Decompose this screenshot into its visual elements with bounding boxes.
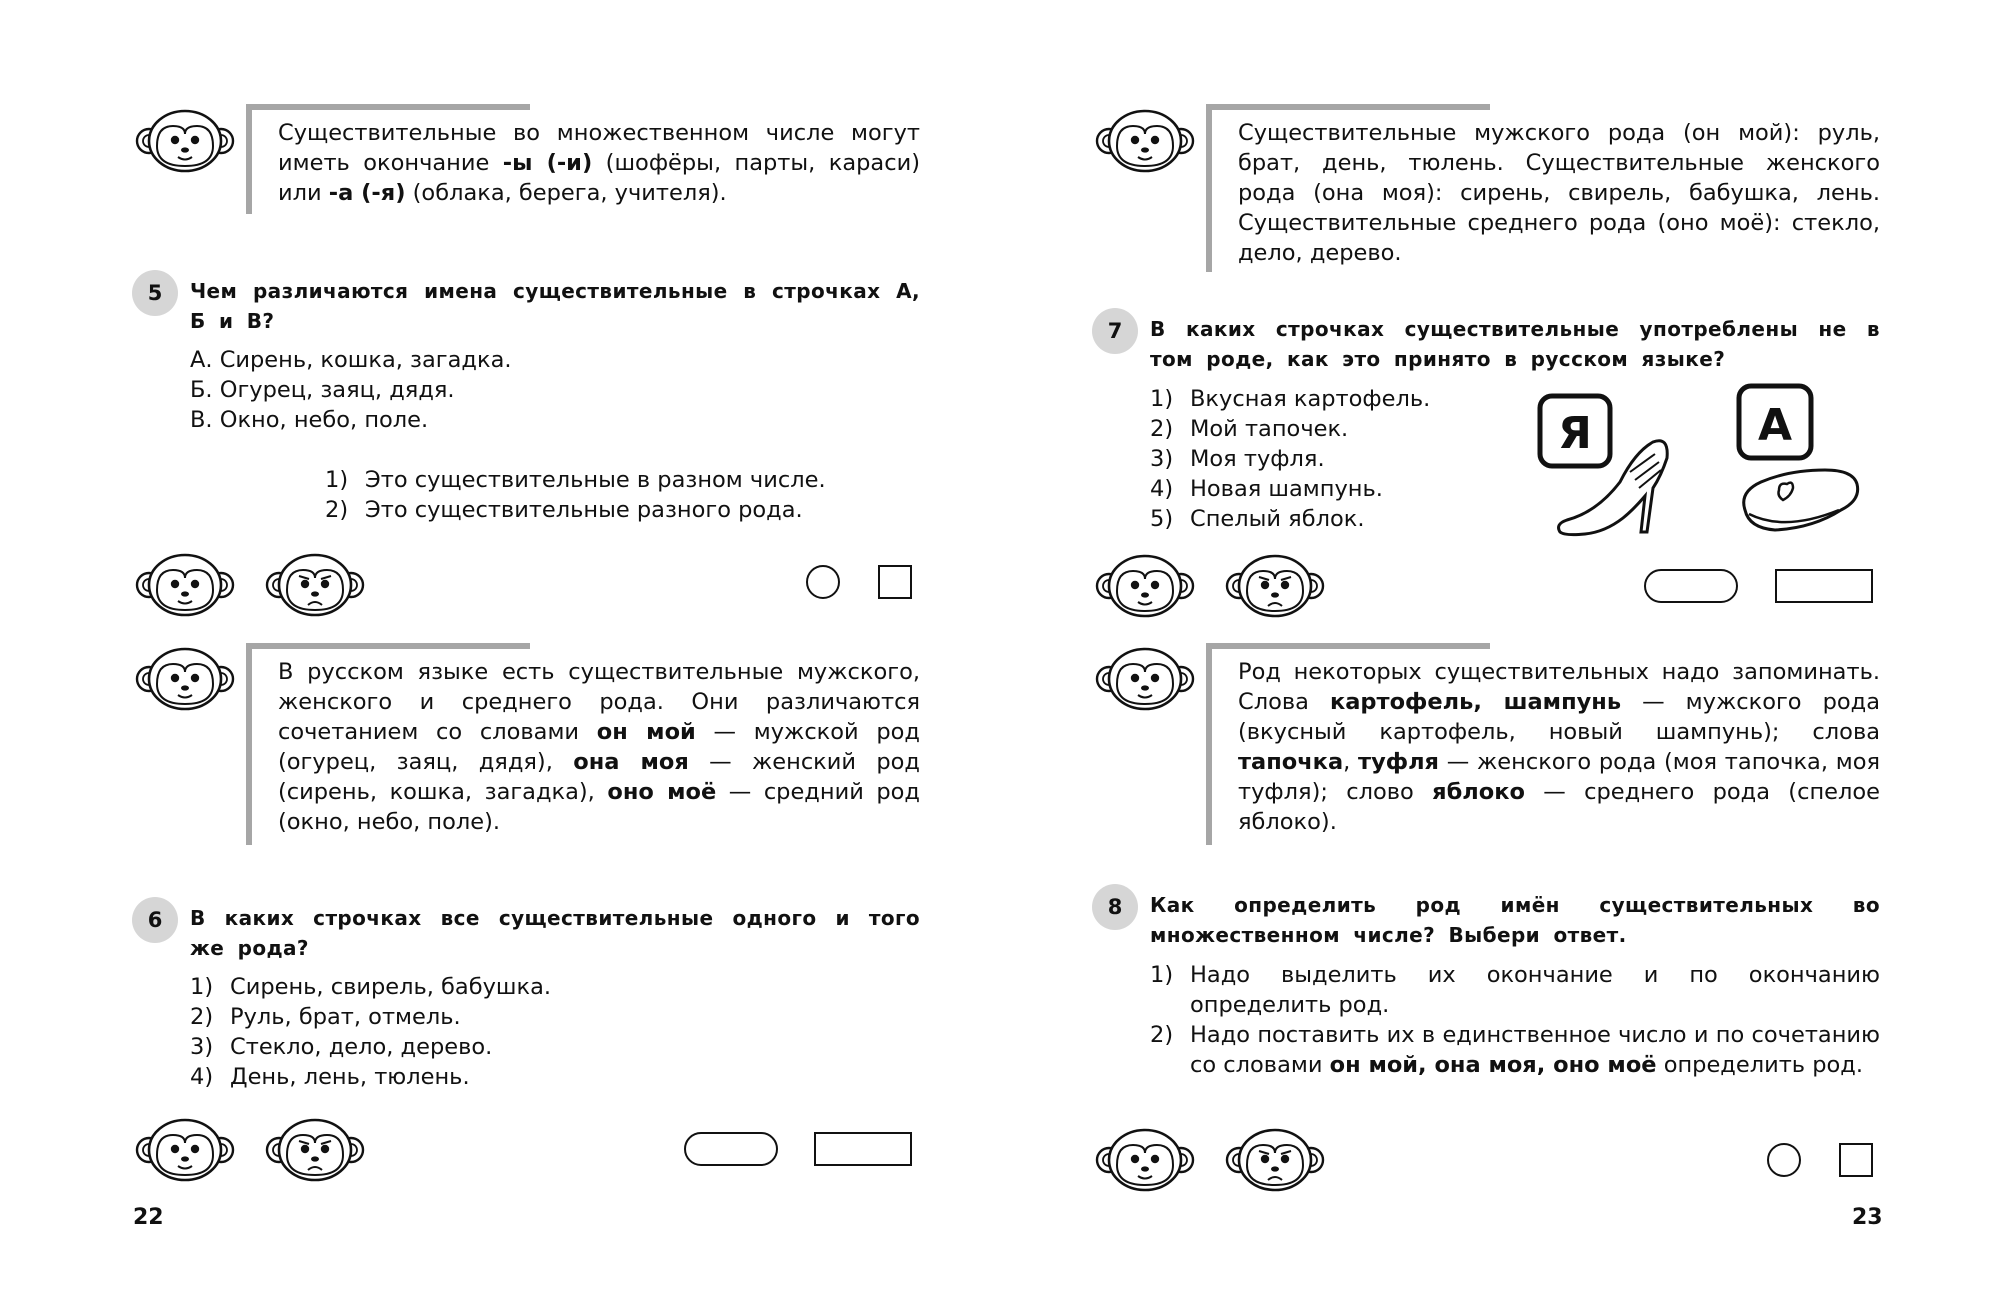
answer-rectangle[interactable] [1775, 569, 1873, 603]
slipper-illustration [1735, 382, 1865, 537]
answer-option[interactable]: 3) Стекло, дело, дерево. [190, 1034, 493, 1060]
happy-monkey-icon [135, 646, 235, 712]
task-5-line-c: В. Окно, небо, поле. [190, 407, 429, 433]
task-8-question: Как определить род имён существительных во множественном числе? Выбери ответ. [1150, 893, 1880, 947]
task-5-line-b: Б. Огурец, заяц, дядя. [190, 377, 455, 403]
happy-monkey-icon[interactable] [135, 552, 235, 618]
task-7-options [1150, 384, 1510, 534]
task-number-badge: 8 [1092, 884, 1138, 930]
answer-circle[interactable] [1767, 1143, 1801, 1177]
answer-option[interactable]: 1) Это существительные в разном числе. [325, 467, 826, 493]
task-8-options [1150, 960, 1880, 1080]
answer-option[interactable]: 4) День, лень, тюлень. [190, 1064, 470, 1090]
happy-monkey-icon [1095, 108, 1195, 174]
letter-a-icon: А [1757, 400, 1793, 451]
answer-option[interactable]: 1) Сирень, свирель, бабушка. [190, 974, 552, 1000]
rule-text-plural-endings: Существительные во множественном числе могут иметь окончание -ы (-и) (шофёры, парты, караси) или -а (-я) (облака, берега, учителя). [278, 120, 920, 206]
sad-monkey-icon[interactable] [1225, 1127, 1325, 1193]
sad-monkey-icon[interactable] [1225, 553, 1325, 619]
task-number-badge: 7 [1092, 308, 1138, 354]
rule-text-memorize-gender: Род некоторых существительных надо запоминать. Слова картофель, шампунь — мужского рода (вкусный картофель, новый шампунь); слова тапочка, туфля — женского рода (моя тапочка, моя туфля); слово яблоко — среднего рода (спелое яблоко). [1238, 659, 1881, 835]
happy-monkey-icon [1095, 646, 1195, 712]
sad-monkey-icon[interactable] [265, 552, 365, 618]
answer-option[interactable]: 2) Руль, брат, отмель. [190, 1004, 461, 1030]
answer-oval[interactable] [1644, 569, 1738, 603]
page-number: 23 [1852, 1205, 1883, 1230]
answer-option[interactable]: 4) Новая шампунь. [1150, 476, 1383, 502]
answer-square[interactable] [878, 565, 912, 599]
happy-monkey-icon[interactable] [1095, 1127, 1195, 1193]
task-6-question: В каких строчках все существительные одного и того же рода? [190, 906, 920, 960]
answer-option[interactable]: 1) Вкусная картофель. [1150, 386, 1431, 412]
task-6-options [190, 972, 790, 1092]
letter-ya-icon: Я [1558, 408, 1592, 459]
happy-monkey-icon [135, 108, 235, 174]
page-number: 22 [133, 1205, 164, 1230]
happy-monkey-icon[interactable] [1095, 553, 1195, 619]
answer-square[interactable] [1839, 1143, 1873, 1177]
answer-option[interactable]: 2) Мой тапочек. [1150, 416, 1349, 442]
task-5-line-a: А. Сирень, кошка, загадка. [190, 347, 512, 373]
answer-rectangle[interactable] [814, 1132, 912, 1166]
task-number-badge: 5 [132, 270, 178, 316]
answer-option[interactable]: 2) Надо поставить их в единственное число и по сочетанию со словами он мой, она моя, оно моё определить род. [1150, 1022, 1880, 1078]
task-5-lines [190, 345, 512, 435]
shoe-illustration [1535, 392, 1685, 540]
sad-monkey-icon[interactable] [265, 1117, 365, 1183]
happy-monkey-icon[interactable] [135, 1117, 235, 1183]
answer-oval[interactable] [684, 1132, 778, 1166]
answer-option[interactable]: 2) Это существительные разного рода. [325, 497, 803, 523]
answer-option[interactable]: 1) Надо выделить их окончание и по окончанию определить род. [1150, 962, 1880, 1018]
answer-option[interactable]: 5) Спелый яблок. [1150, 506, 1365, 532]
task-7-question: В каких строчках существительные употреблены не в том роде, как это принято в русском языке? [1150, 317, 1880, 371]
task-5-options [325, 465, 925, 525]
answer-circle[interactable] [806, 565, 840, 599]
rule-text-gender-examples: Существительные мужского рода (он мой): руль, брат, день, тюлень. Существительные женского рода (она моя): сирень, свирель, бабушка, лень. Существительные среднего рода (оно моё): стекло, дело, дерево. [1238, 120, 1880, 266]
answer-option[interactable]: 3) Моя туфля. [1150, 446, 1325, 472]
rule-text-gender: В русском языке есть существительные мужского, женского и среднего рода. Они различаются сочетанием со словами он мой — мужской род (огурец, заяц, дядя), она моя — женский род (сирень, кошка, загадка), оно моё — средний род (окно, небо, поле). [278, 659, 920, 835]
task-number-badge: 6 [132, 897, 178, 943]
task-5-question: Чем различаются имена существительные в строчках А, Б и В? [190, 279, 920, 333]
